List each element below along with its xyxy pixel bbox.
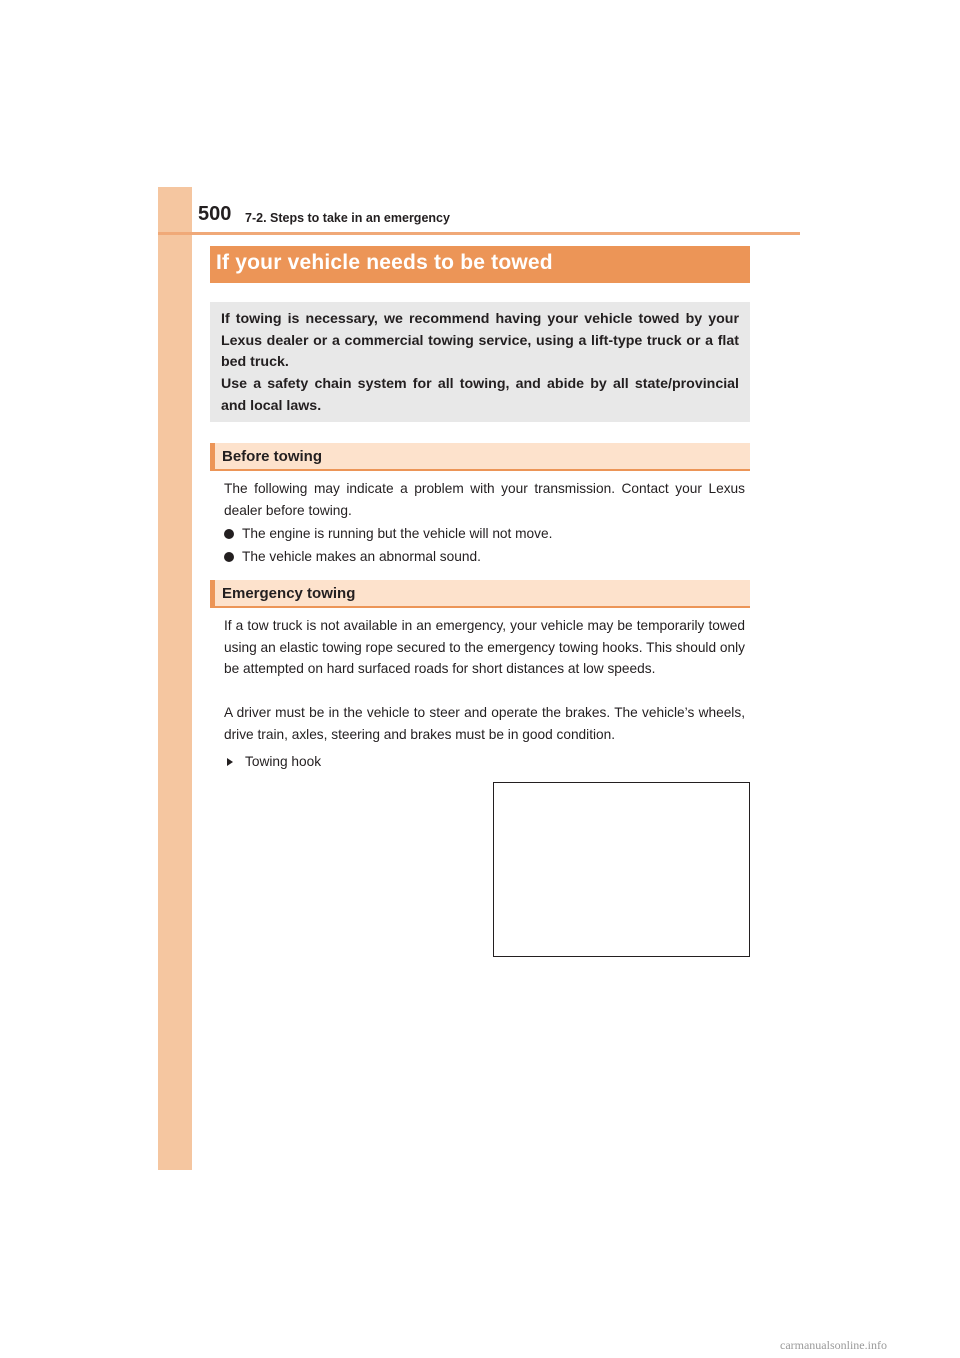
bullet-text: The engine is running but the vehicle will not move. bbox=[242, 526, 553, 541]
intro-box bbox=[210, 302, 750, 422]
before-towing-text: The following may indicate a problem with your transmission. Contact your Lexus dealer before towing. bbox=[224, 481, 745, 518]
bullet-dot-icon bbox=[224, 529, 234, 539]
bullet-text: The vehicle makes an abnormal sound. bbox=[242, 549, 481, 564]
side-tab-strip bbox=[158, 187, 192, 1170]
bullet-dot-icon bbox=[224, 552, 234, 562]
subheading-accent bbox=[210, 580, 215, 608]
section-title-bar bbox=[210, 246, 750, 283]
bullet-item bbox=[224, 546, 481, 568]
towing-hook-illustration bbox=[493, 782, 750, 957]
section-title: If your vehicle needs to be towed bbox=[216, 251, 553, 274]
subheading-label: Before towing bbox=[222, 448, 322, 465]
subheading-emergency-towing bbox=[210, 580, 750, 608]
intro-paragraph: If towing is necessary, we recommend having your vehicle towed by your Lexus dealer or a commercial towing service, using a lift-type truck or a flat bed truck. bbox=[221, 311, 739, 371]
subheading-label: Emergency towing bbox=[222, 585, 356, 602]
triangle-arrow-icon bbox=[227, 758, 233, 766]
intro-paragraph: Use a safety chain system for all towing, and abide by all state/provincial and local laws. bbox=[221, 376, 739, 414]
section-reference: 7-2. Steps to take in an emergency bbox=[245, 211, 450, 225]
subheading-before-towing bbox=[210, 443, 750, 471]
towing-hook-item bbox=[224, 751, 321, 773]
page-number: 500 bbox=[198, 203, 232, 225]
towing-hook-label: Towing hook bbox=[245, 754, 322, 769]
emergency-towing-paragraph: A driver must be in the vehicle to steer and operate the brakes. The vehicle’s wheels, drive train, axles, steering and brakes must be in good condition. bbox=[224, 705, 745, 742]
bullet-item bbox=[224, 523, 552, 545]
header-rule bbox=[158, 232, 800, 235]
emergency-towing-paragraph: If a tow truck is not available in an emergency, your vehicle may be temporarily towed using an elastic towing rope secured to the emergency towing hooks. This should only be attempted on hard surfaced roads for short distances at low speeds. bbox=[224, 618, 745, 677]
subheading-accent bbox=[210, 443, 215, 471]
watermark: carmanualsonline.info bbox=[780, 1338, 887, 1352]
